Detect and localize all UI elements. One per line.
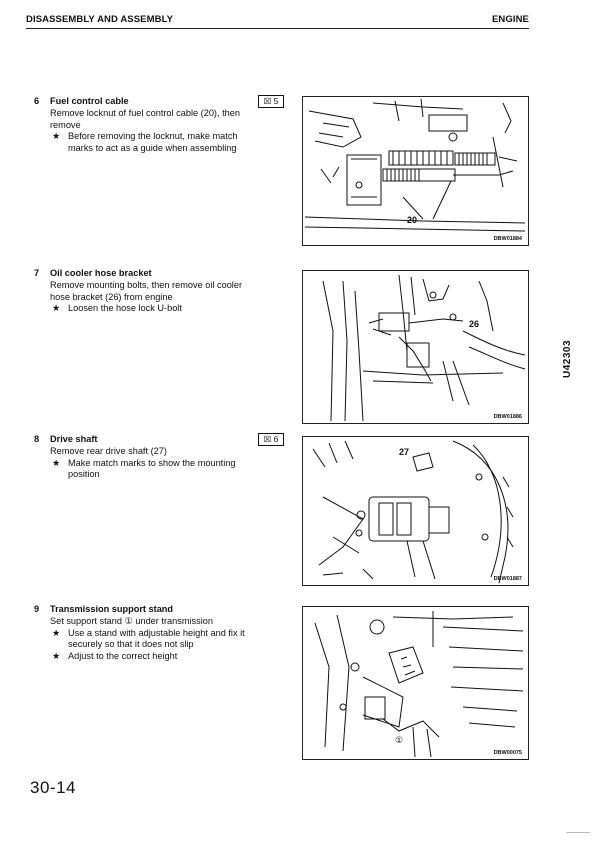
scan-mark [566,832,590,833]
figure-transmission-support-stand [302,606,529,760]
star-icon: ★ [52,457,61,468]
page-number: 30-14 [30,778,76,797]
step-heading [34,604,284,616]
figure-fuel-control-cable [302,96,529,246]
drive-shaft-illustration [303,437,528,585]
figure-code: DBW00075 [493,750,522,756]
note-line: Make match marks to show the mounting [68,457,236,468]
instruction-line: Set support stand ① under transmission [50,616,213,626]
caution-note [50,458,284,481]
step-number: 6 [34,96,40,106]
figure-code: DBW01884 [493,236,522,242]
star-icon: ★ [52,650,61,661]
step-title: Transmission support stand [50,604,174,614]
note-line: Use a stand with adjustable height and fix it [68,627,245,638]
note-line: Adjust to the correct height [68,650,178,661]
figure-code: DBW01886 [493,414,522,420]
quantity-box: ☒ 6 [258,433,284,446]
step-body [50,108,284,154]
section-title: DISASSEMBLY AND ASSEMBLY [26,14,174,25]
step-title: Drive shaft [50,434,98,444]
step-number: 7 [34,268,40,278]
figure-code: DBW01887 [493,576,522,582]
step-body [50,280,284,315]
callout-label: ① [395,735,404,745]
step-number: 8 [34,434,40,444]
instruction-line: hose bracket (26) from engine [50,291,173,302]
step-title: Fuel control cable [50,96,129,106]
caution-note [50,131,284,154]
step-heading [34,434,284,446]
caution-note [50,303,284,315]
step-7 [34,268,284,315]
callout-label: 20 [407,215,418,225]
step-6 [34,96,284,154]
note-line: Loosen the hose lock U-bolt [68,303,182,313]
note-line: marks to act as a guide when assembling [68,142,237,153]
quantity-box: ☒ 5 [258,95,284,108]
instruction-line: Remove rear drive shaft (27) [50,446,167,456]
step-number: 9 [34,604,40,614]
step-heading [34,268,284,280]
chapter-title: ENGINE [491,14,529,25]
hose-bracket-illustration [303,271,528,423]
instruction-line: Remove mounting bolts, then remove oil cooler [50,280,243,290]
page-header [26,12,529,29]
step-title: Oil cooler hose bracket [50,268,152,278]
callout-label: 26 [469,319,480,329]
note-line: securely so that it does not slip [68,639,194,649]
star-icon: ★ [52,131,61,141]
caution-note [50,651,284,663]
caution-note [50,628,284,651]
star-icon: ★ [52,303,61,313]
note-line: position [68,469,100,479]
step-8 [34,434,284,481]
note-line: Before removing the locknut, make match [68,131,238,141]
step-body [50,616,284,662]
step-9 [34,604,284,662]
step-body [50,446,284,481]
star-icon: ★ [52,627,61,638]
document-side-code: U42303 [562,339,573,378]
instruction-line: remove [50,119,81,130]
support-stand-illustration [303,607,528,759]
figure-oil-cooler-hose-bracket [302,270,529,424]
callout-label: 27 [399,447,410,457]
figure-drive-shaft [302,436,529,586]
instruction-line: Remove locknut of fuel control cable (20), then [50,108,240,118]
step-heading [34,96,284,108]
